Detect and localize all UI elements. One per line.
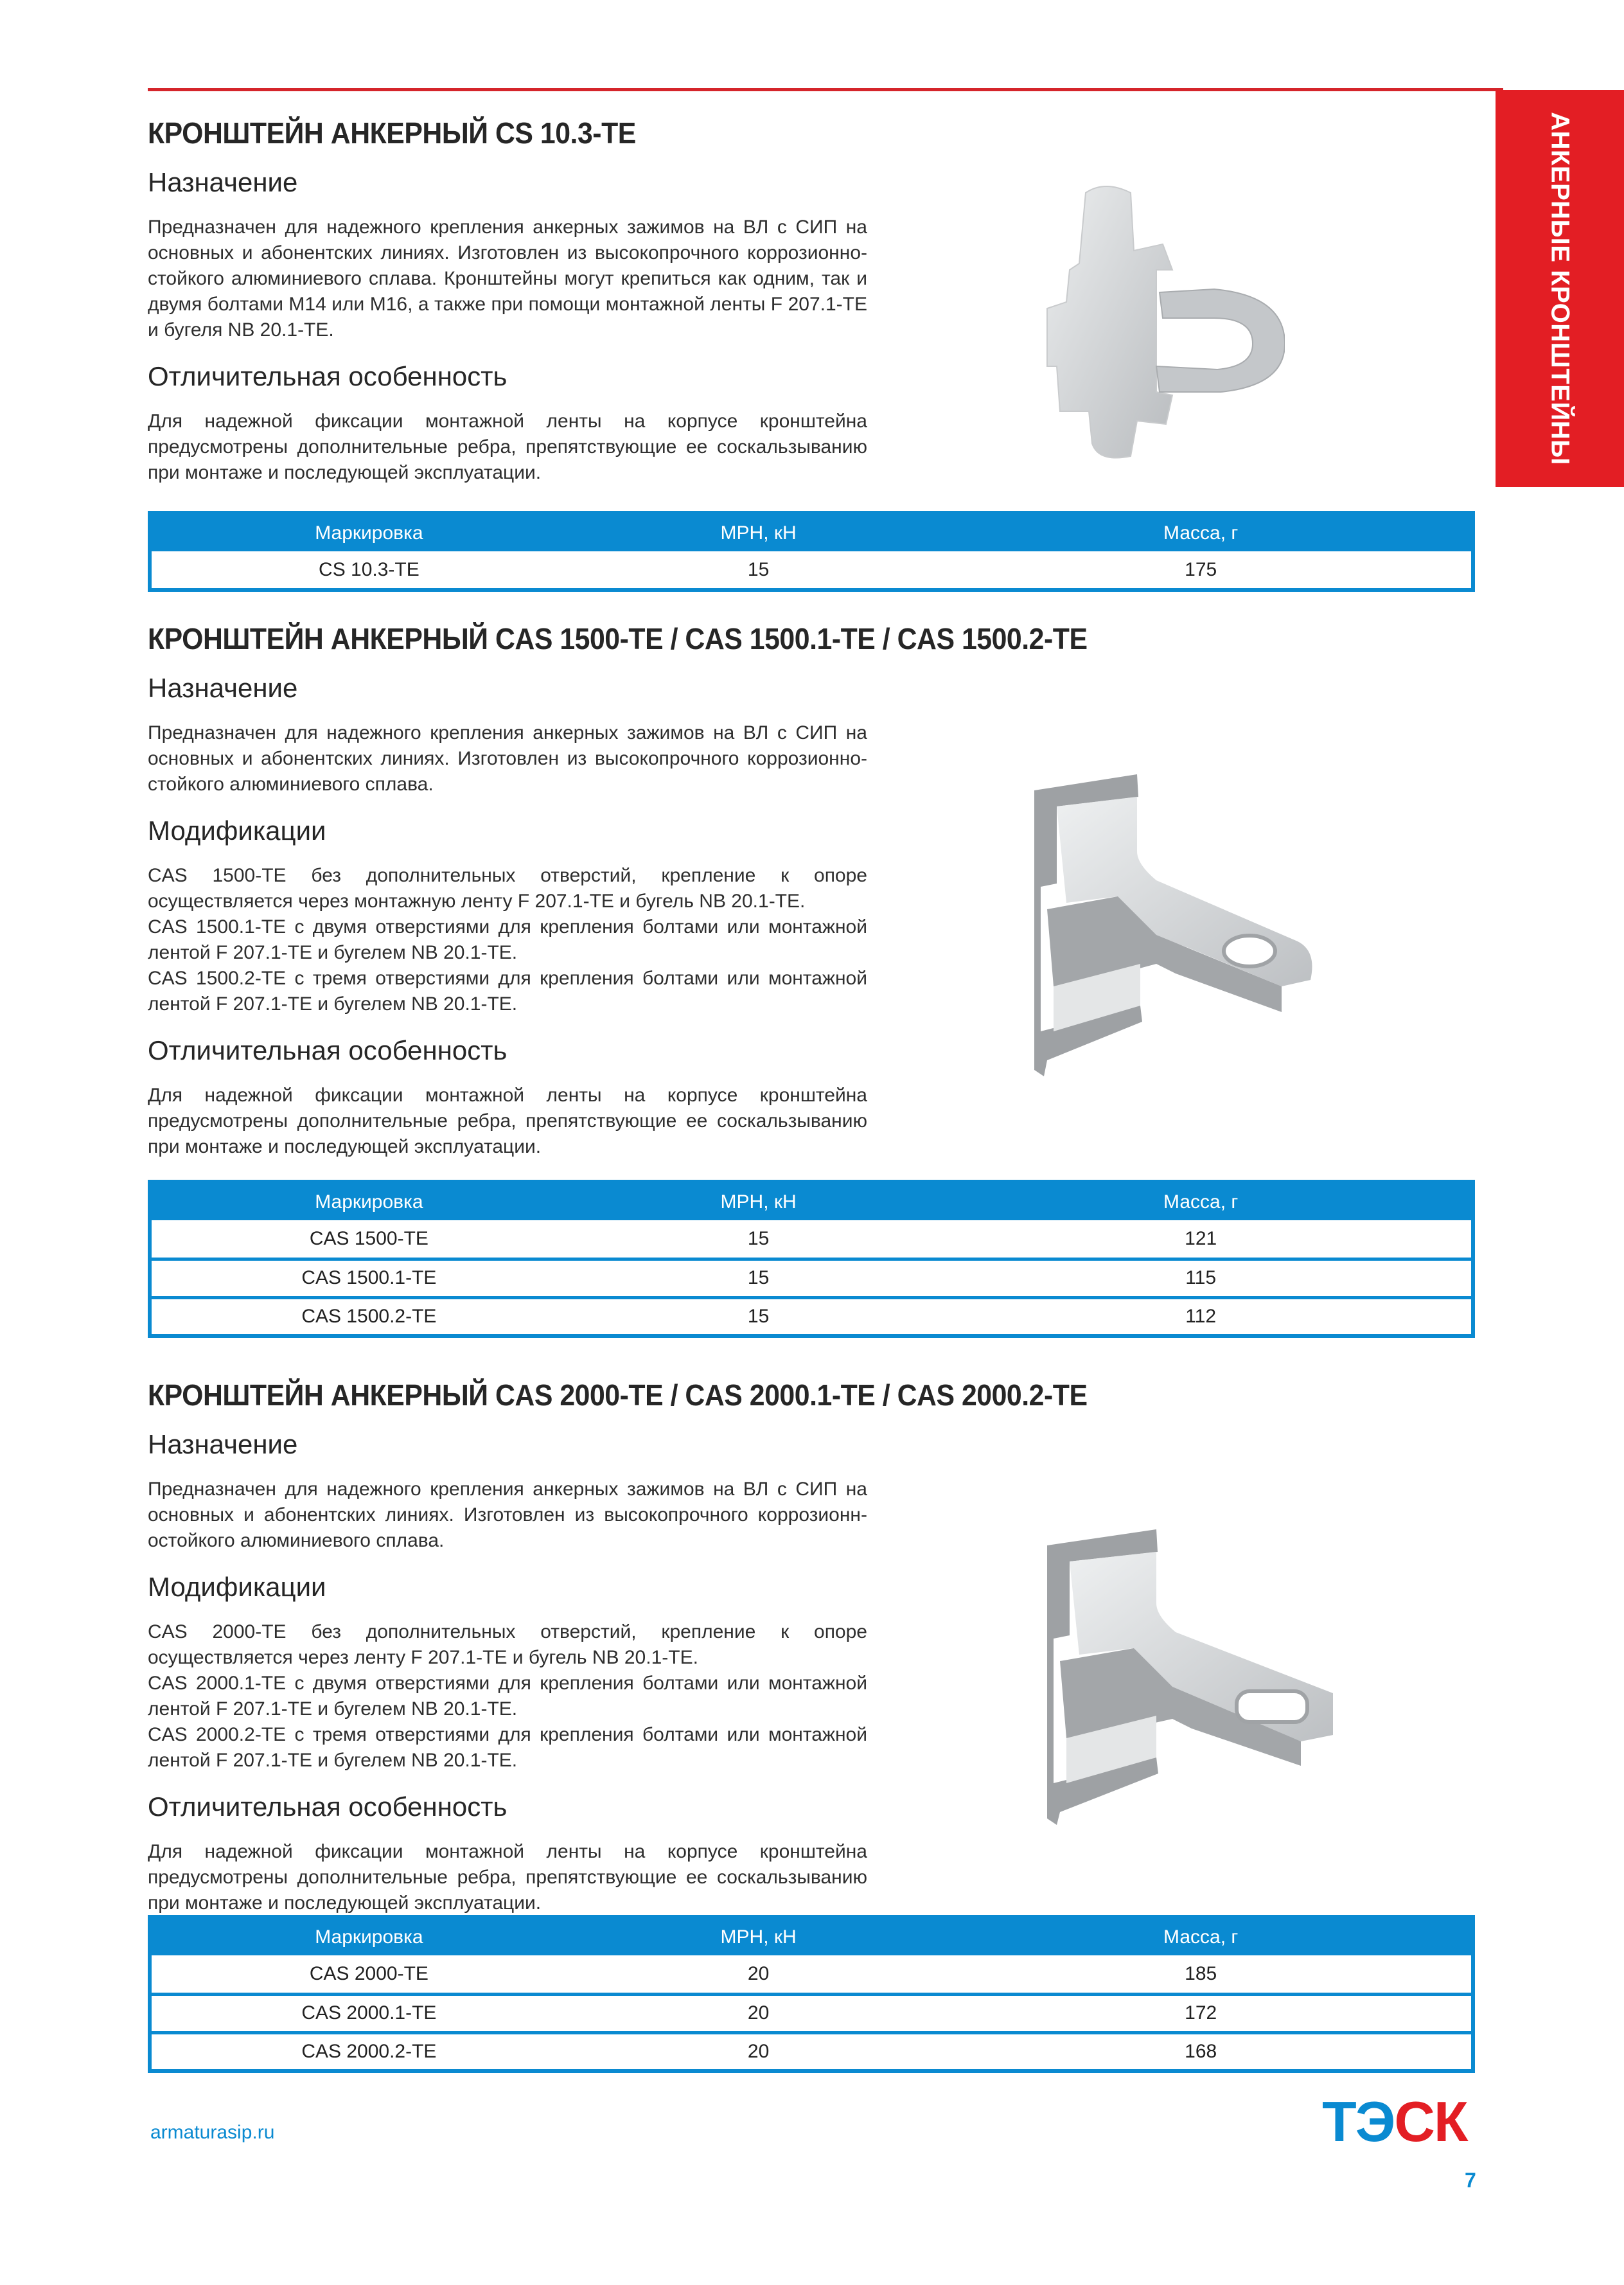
bracket-cas-2000-photo xyxy=(1044,1523,1346,1825)
bracket-cs-10-3-photo xyxy=(1002,173,1285,463)
cell-mrn: 15 xyxy=(747,558,770,580)
table-row xyxy=(150,1220,1473,1259)
table-row xyxy=(150,1259,1473,1297)
purpose-heading: Назначение xyxy=(148,167,298,197)
cell-marking: CAS 2000-TE xyxy=(309,1962,428,1984)
purpose-heading: Назначение xyxy=(148,1429,298,1459)
cell-mass: 175 xyxy=(1185,558,1217,580)
tesk-logo xyxy=(1322,2090,1467,2153)
cell-mass: 168 xyxy=(930,2032,1473,2071)
col-header-mrn: МРН, кН xyxy=(587,1917,931,1955)
col-header-mass: Масса, г xyxy=(930,513,1473,551)
side-tab-label: АНКЕРНЫЕ КРОНШТЕЙНЫ xyxy=(1546,112,1575,465)
product-title: КРОНШТЕЙН АНКЕРНЫЙ CS 10.3-TE xyxy=(148,116,636,150)
spec-table-cas-2000 xyxy=(148,1915,1475,2073)
cell-marking: CAS 2000.1-TE xyxy=(150,1994,587,2032)
spec-table-cs-10-3 xyxy=(148,511,1475,592)
col-header-marking: Маркировка xyxy=(150,1182,587,1220)
page-number: 7 xyxy=(1465,2169,1476,2192)
modifications-heading: Модификации xyxy=(148,1572,326,1602)
modifications-list xyxy=(148,1619,867,1774)
feature-text: Для надежной фиксации монтажной ленты на корпусе кронштейна предусмотрены дополнительные ребра, препятствующие ее соскальзыванию при монтаже и последующей эксплуатации. xyxy=(148,1841,867,1914)
product-title: КРОНШТЕЙН АНКЕРНЫЙ CAS 1500-TE / CAS 1500.1-TE / CAS 1500.2-TE xyxy=(148,622,1088,655)
cell-marking: CAS 1500.2-TE xyxy=(150,1297,587,1336)
feature-heading: Отличительная особенность xyxy=(148,361,508,391)
cell-mrn: 20 xyxy=(747,1962,770,1984)
purpose-heading: Назначение xyxy=(148,673,298,703)
cell-marking: CS 10.3-TE xyxy=(319,558,419,580)
cell-mrn: 20 xyxy=(587,1994,931,2032)
spec-table-cas-1500 xyxy=(148,1180,1475,1338)
col-header-mass: Масса, г xyxy=(930,1182,1473,1220)
table-header-row xyxy=(150,513,1473,551)
purpose-text: Предназначен для надежного крепления анкерных зажимов на ВЛ с СИП на основных и абонентских линиях. Изготовлен из высокопрочного коррозионн-остойкого алюминиевого сплава. xyxy=(148,1479,867,1551)
table-row xyxy=(150,1955,1473,1994)
cell-marking: CAS 2000.2-TE xyxy=(150,2032,587,2071)
feature-heading: Отличительная особенность xyxy=(148,1035,508,1065)
feature-heading: Отличительная особенность xyxy=(148,1792,508,1822)
feature-text: Для надежной фиксации монтажной ленты на корпусе кронштейна предусмотрены дополнительные ребра, препятствующие ее соскальзыванию при монтаже и последующей эксплуатации. xyxy=(148,1085,867,1157)
cell-mrn: 20 xyxy=(587,2032,931,2071)
section-side-tab xyxy=(1496,90,1624,487)
table-row xyxy=(150,2032,1473,2071)
cell-mrn: 15 xyxy=(587,1297,931,1336)
col-header-mrn: МРН, кН xyxy=(587,513,931,551)
top-divider xyxy=(148,88,1503,91)
cell-mass: 172 xyxy=(930,1994,1473,2032)
col-header-marking: Маркировка xyxy=(150,1917,587,1955)
logo-part-blue: ТЭ xyxy=(1322,2090,1395,2153)
bracket-cas-1500-photo xyxy=(1028,768,1323,1076)
cell-mass: 115 xyxy=(930,1259,1473,1297)
table-row xyxy=(150,551,1473,590)
modifications-heading: Модификации xyxy=(148,815,326,846)
modifications-list xyxy=(148,863,867,1017)
logo-part-red: СК xyxy=(1394,2090,1467,2153)
modification-item: CAS 1500.2-TE с тремя отверстиями для крепления болтами или монтажной лентой F 207.1-TE и бугелем NB 20.1-TE. xyxy=(148,968,867,1015)
cell-marking: CAS 1500.1-TE xyxy=(150,1259,587,1297)
col-header-marking: Маркировка xyxy=(150,513,587,551)
purpose-text: Предназначен для надежного крепления анкерных зажимов на ВЛ с СИП на основных и абонентских линиях. Изготовлен из высокопрочного коррозионно-стойкого алюминиевого сплава. xyxy=(148,722,867,795)
modification-item: CAS 1500.1-TE с двумя отверстиями для крепления болтами или монтажной лентой F 207.1-TE и бугелем NB 20.1-TE. xyxy=(148,916,867,963)
cell-mrn: 15 xyxy=(587,1259,931,1297)
cell-mass: 185 xyxy=(1185,1962,1217,1984)
cell-mass: 112 xyxy=(930,1297,1473,1336)
table-header-row xyxy=(150,1182,1473,1220)
modification-item: CAS 2000.2-TE с тремя отверстиями для крепления болтами или монтажной лентой F 207.1-TE и бугелем NB 20.1-TE. xyxy=(148,1724,867,1771)
product-title: КРОНШТЕЙН АНКЕРНЫЙ CAS 2000-TE / CAS 2000.1-TE / CAS 2000.2-TE xyxy=(148,1378,1088,1412)
modification-item: CAS 2000.1-TE с двумя отверстиями для крепления болтами или монтажной лентой F 207.1-TE и бугелем NB 20.1-TE. xyxy=(148,1673,867,1720)
website-link[interactable]: armaturasip.ru xyxy=(150,2122,275,2143)
cell-mrn: 15 xyxy=(747,1227,770,1249)
feature-text: Для надежной фиксации монтажной ленты на корпусе кронштейна предусмотрены дополнительные ребра, препятствующие ее соскальзыванию при монтаже и последующей эксплуатации. xyxy=(148,411,867,483)
modification-item: CAS 2000-TE без дополнительных отверстий, крепление к опоре осуществляется через ленту F 207.1-TE и бугель NB 20.1-TE. xyxy=(148,1621,867,1668)
modification-item: CAS 1500-TE без дополнительных отверстий, крепление к опоре осуществляется через монтажную ленту F 207.1-TE и бугель NB 20.1-TE. xyxy=(148,865,867,912)
col-header-mass: Масса, г xyxy=(930,1917,1473,1955)
cell-mass: 121 xyxy=(1185,1227,1217,1249)
table-header-row xyxy=(150,1917,1473,1955)
purpose-text: Предназначен для надежного крепления анкерных зажимов на ВЛ с СИП на основных и абонентских линиях. Изготовлен из высокопрочного коррозионно-стойкого алюминиевого сплава. Кронштейны могут крепиться как одним, так и двумя болтами М14 или М16, а также при помощи монтажной ленты F 207.1-TE и бугеля NB 20.1-TE. xyxy=(148,217,867,341)
cell-marking: CAS 1500-TE xyxy=(309,1227,428,1249)
table-row xyxy=(150,1297,1473,1336)
col-header-mrn: МРН, кН xyxy=(587,1182,931,1220)
table-row xyxy=(150,1994,1473,2032)
